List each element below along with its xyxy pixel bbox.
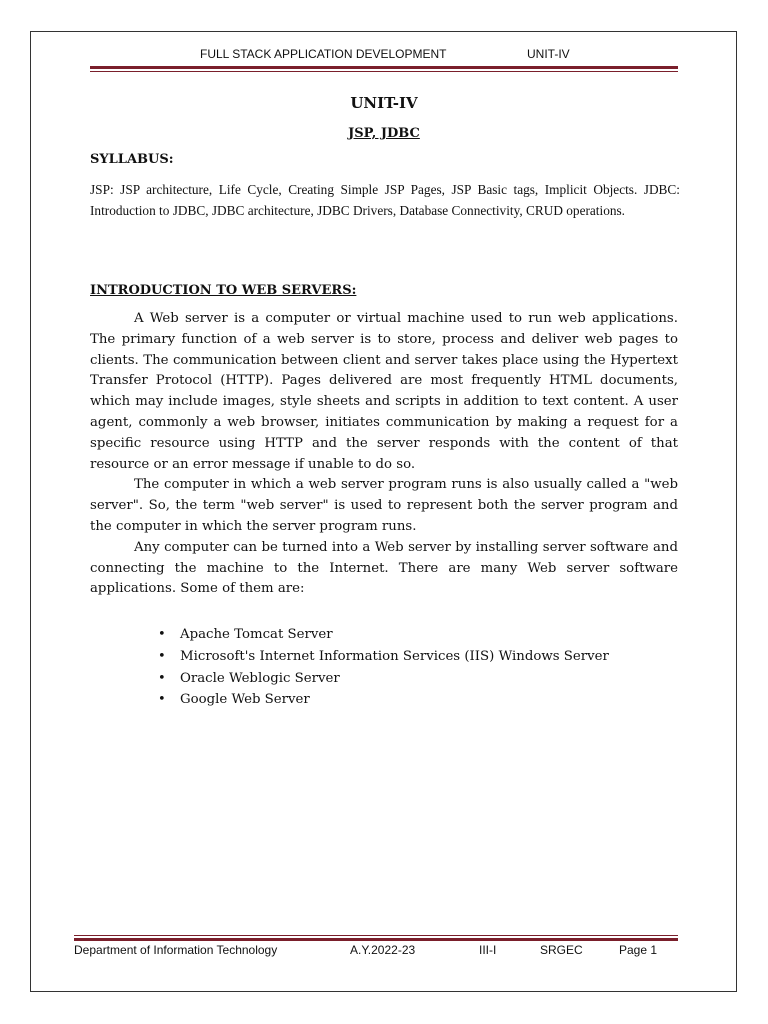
list-item-label: Apache Tomcat Server [180,627,333,642]
syllabus-heading: SYLLABUS: [90,152,174,167]
body-paragraph: Any computer can be turned into a Web server by installing server software and connecting the machine to the Internet. There are many Web server software applications. Some of them are: [90,539,678,597]
section-heading: INTRODUCTION TO WEB SERVERS: [90,283,357,298]
list-item-label: Oracle Weblogic Server [180,670,340,686]
list-item [158,689,609,711]
list-item [158,668,609,690]
server-list [158,624,609,711]
list-item [158,624,609,646]
bullet-icon: • [158,627,166,642]
footer-semester: III-I [479,943,497,957]
header-rule-thin [90,71,678,72]
bullet-icon: • [158,692,166,708]
header-unit: UNIT-IV [527,47,570,61]
syllabus-text: JSP: JSP architecture, Life Cycle, Creating Simple JSP Pages, JSP Basic tags, Implicit Objects. JDBC: Introduction to JDBC, JDBC architecture, JDBC Drivers, Database Connectivity, CRUD operations. [90,182,680,218]
section-body [90,309,678,600]
body-paragraph: The computer in which a web server program runs is also usually called a "web server". So, the term "web server" is used to represent both the server program and the computer in which the server program runs. [90,477,678,534]
footer-rule-thin [74,935,678,936]
footer-page-number: Page 1 [619,943,658,957]
footer-year: A.Y.2022-23 [350,943,416,957]
footer-department: Department of Information Technology [74,943,278,957]
footer-college: SRGEC [540,943,583,957]
bullet-icon: • [158,648,166,664]
header-rule-thick [90,66,678,69]
footer-rule-thick [74,938,678,941]
page-title: UNIT-IV [350,94,418,112]
bullet-icon: • [158,670,166,686]
list-item [158,646,609,668]
page-header [90,45,678,65]
body-paragraph: A Web server is a computer or virtual machine used to run web applications. The primary function of a web server is to store, process and deliver web pages to clients. The communication between client and server takes place using the Hypertext Transfer Protocol (HTTP). Pages delivered are most frequently HTML documents, which may include images, style sheets and scripts in addition to text content. A user agent, commonly a web browser, initiates communication by making a request for a specific resource using HTTP and the server responds with the content of that resource or an error message if unable to do so. [90,311,678,472]
page-subtitle: JSP, JDBC [348,126,420,141]
header-title: FULL STACK APPLICATION DEVELOPMENT [200,47,447,61]
list-item-label: Google Web Server [180,692,310,708]
list-item-label: Microsoft's Internet Information Services (IIS) Windows Server [180,648,609,664]
